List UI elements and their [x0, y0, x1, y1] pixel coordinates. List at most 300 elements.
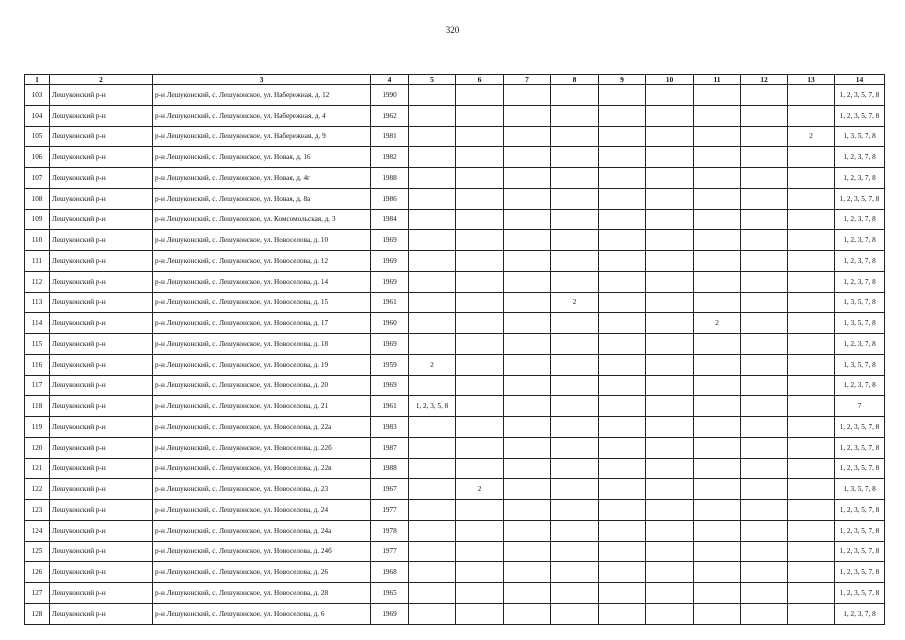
- code-cell-col-10: [646, 209, 694, 230]
- code-cell-col-10: [646, 230, 694, 251]
- code-cell-col-8: [551, 458, 599, 479]
- summary-cell: 1, 2, 3, 5, 7, 8: [835, 437, 885, 458]
- code-cell-col-9: [599, 396, 646, 417]
- code-cell-col-8: [551, 417, 599, 438]
- code-cell-col-11: [694, 479, 741, 500]
- code-cell-col-11: 2: [694, 313, 741, 334]
- address-cell: р-н Лешуконский, с. Лешуконское, ул. Набережная, д. 9: [153, 126, 371, 147]
- code-cell-col-8: [551, 375, 599, 396]
- code-cell-col-11: [694, 458, 741, 479]
- year-cell: 1960: [371, 313, 409, 334]
- summary-cell: 1, 2, 3, 5, 7, 8: [835, 520, 885, 541]
- table-row: [25, 126, 885, 147]
- code-cell-col-5: [409, 209, 456, 230]
- code-cell-col-11: [694, 417, 741, 438]
- code-cell-col-6: [456, 147, 504, 168]
- code-cell-col-5: [409, 437, 456, 458]
- table-row: [25, 417, 885, 438]
- column-header-6: 6: [456, 75, 504, 85]
- code-cell-col-7: [504, 375, 551, 396]
- code-cell-col-13: [788, 479, 835, 500]
- code-cell-col-10: [646, 500, 694, 521]
- code-cell-col-9: [599, 292, 646, 313]
- code-cell-col-9: [599, 126, 646, 147]
- district-cell: Лешуконский р-н: [50, 396, 153, 417]
- code-cell-col-6: [456, 334, 504, 355]
- address-cell: р-н Лешуконский, с. Лешуконское, ул. Новоселова, д. 18: [153, 334, 371, 355]
- code-cell-col-7: [504, 479, 551, 500]
- table-row: [25, 458, 885, 479]
- code-cell-col-6: [456, 292, 504, 313]
- summary-cell: 1, 2, 3, 5, 7, 8: [835, 583, 885, 604]
- code-cell-col-10: [646, 168, 694, 189]
- code-cell-col-12: [741, 603, 788, 624]
- code-cell-col-6: [456, 188, 504, 209]
- address-cell: р-н Лешуконский, с. Лешуконское, ул. Новоселова, д. 28: [153, 583, 371, 604]
- code-cell-col-6: [456, 271, 504, 292]
- code-cell-col-6: [456, 251, 504, 272]
- district-cell: Лешуконский р-н: [50, 354, 153, 375]
- table-row: [25, 334, 885, 355]
- summary-cell: 1, 2, 3, 7, 8: [835, 168, 885, 189]
- code-cell-col-12: [741, 85, 788, 106]
- address-cell: р-н Лешуконский, с. Лешуконское, ул. Новоселова, д. 26: [153, 562, 371, 583]
- row-number: 126: [25, 562, 50, 583]
- code-cell-col-13: [788, 417, 835, 438]
- row-number: 122: [25, 479, 50, 500]
- code-cell-col-10: [646, 188, 694, 209]
- code-cell-col-12: [741, 375, 788, 396]
- code-cell-col-7: [504, 603, 551, 624]
- code-cell-col-5: [409, 271, 456, 292]
- row-number: 108: [25, 188, 50, 209]
- summary-cell: 1, 3, 5, 7, 8: [835, 292, 885, 313]
- column-header-9: 9: [599, 75, 646, 85]
- table-row: [25, 562, 885, 583]
- row-number: 127: [25, 583, 50, 604]
- address-cell: р-н Лешуконский, с. Лешуконское, ул. Новая, д. 16: [153, 147, 371, 168]
- address-cell: р-н Лешуконский, с. Лешуконское, ул. Новоселова, д. 23: [153, 479, 371, 500]
- row-number: 106: [25, 147, 50, 168]
- code-cell-col-13: [788, 209, 835, 230]
- column-header-13: 13: [788, 75, 835, 85]
- code-cell-col-8: [551, 437, 599, 458]
- code-cell-col-6: [456, 458, 504, 479]
- summary-cell: 1, 2, 3, 7, 8: [835, 230, 885, 251]
- code-cell-col-11: [694, 188, 741, 209]
- row-number: 104: [25, 105, 50, 126]
- code-cell-col-13: [788, 168, 835, 189]
- code-cell-col-12: [741, 520, 788, 541]
- code-cell-col-12: [741, 126, 788, 147]
- code-cell-col-6: 2: [456, 479, 504, 500]
- code-cell-col-9: [599, 334, 646, 355]
- address-cell: р-н Лешуконский, с. Лешуконское, ул. Новая, д. 8а: [153, 188, 371, 209]
- year-cell: 1959: [371, 354, 409, 375]
- code-cell-col-13: [788, 334, 835, 355]
- code-cell-col-5: [409, 188, 456, 209]
- code-cell-col-5: [409, 417, 456, 438]
- code-cell-col-8: [551, 500, 599, 521]
- code-cell-col-5: [409, 334, 456, 355]
- code-cell-col-7: [504, 520, 551, 541]
- district-cell: Лешуконский р-н: [50, 251, 153, 272]
- address-cell: р-н Лешуконский, с. Лешуконское, ул. Комсомольская, д. 3: [153, 209, 371, 230]
- code-cell-col-10: [646, 562, 694, 583]
- row-number: 128: [25, 603, 50, 624]
- year-cell: 1961: [371, 396, 409, 417]
- code-cell-col-11: [694, 437, 741, 458]
- column-header-10: 10: [646, 75, 694, 85]
- row-number: 117: [25, 375, 50, 396]
- summary-cell: 1, 3, 5, 7, 8: [835, 354, 885, 375]
- code-cell-col-12: [741, 105, 788, 126]
- address-cell: р-н Лешуконский, с. Лешуконское, ул. Новоселова, д. 21: [153, 396, 371, 417]
- code-cell-col-8: [551, 188, 599, 209]
- district-cell: Лешуконский р-н: [50, 271, 153, 292]
- page-number: 320: [445, 25, 460, 35]
- code-cell-col-7: [504, 354, 551, 375]
- code-cell-col-13: [788, 292, 835, 313]
- code-cell-col-8: [551, 126, 599, 147]
- code-cell-col-8: [551, 105, 599, 126]
- column-header-8: 8: [551, 75, 599, 85]
- year-cell: 1969: [371, 230, 409, 251]
- code-cell-col-7: [504, 458, 551, 479]
- code-cell-col-12: [741, 313, 788, 334]
- code-cell-col-12: [741, 396, 788, 417]
- summary-cell: 1, 2, 3, 5, 7, 8: [835, 188, 885, 209]
- summary-cell: 1, 2, 3, 5, 7, 8: [835, 500, 885, 521]
- address-cell: р-н Лешуконский, с. Лешуконское, ул. Новоселова, д. 6: [153, 603, 371, 624]
- code-cell-col-11: [694, 562, 741, 583]
- code-cell-col-6: [456, 603, 504, 624]
- row-number: 124: [25, 520, 50, 541]
- address-cell: р-н Лешуконский, с. Лешуконское, ул. Новоселова, д. 17: [153, 313, 371, 334]
- code-cell-col-13: [788, 188, 835, 209]
- row-number: 109: [25, 209, 50, 230]
- code-cell-col-13: [788, 354, 835, 375]
- code-cell-col-9: [599, 603, 646, 624]
- code-cell-col-11: [694, 500, 741, 521]
- row-number: 118: [25, 396, 50, 417]
- row-number: 112: [25, 271, 50, 292]
- code-cell-col-10: [646, 334, 694, 355]
- code-cell-col-7: [504, 583, 551, 604]
- table-row: [25, 105, 885, 126]
- code-cell-col-8: [551, 479, 599, 500]
- code-cell-col-12: [741, 458, 788, 479]
- address-cell: р-н Лешуконский, с. Лешуконское, ул. Новоселова, д. 10: [153, 230, 371, 251]
- code-cell-col-10: [646, 292, 694, 313]
- column-header-12: 12: [741, 75, 788, 85]
- summary-cell: 1, 2, 3, 5, 7, 8: [835, 562, 885, 583]
- summary-cell: 1, 2, 3, 5, 7, 8: [835, 541, 885, 562]
- code-cell-col-6: [456, 354, 504, 375]
- code-cell-col-9: [599, 271, 646, 292]
- code-cell-col-11: [694, 105, 741, 126]
- year-cell: 1988: [371, 168, 409, 189]
- code-cell-col-12: [741, 541, 788, 562]
- code-cell-col-9: [599, 375, 646, 396]
- district-cell: Лешуконский р-н: [50, 292, 153, 313]
- table-row: [25, 230, 885, 251]
- table-row: [25, 396, 885, 417]
- code-cell-col-11: [694, 147, 741, 168]
- row-number: 105: [25, 126, 50, 147]
- row-number: 116: [25, 354, 50, 375]
- table-row: [25, 603, 885, 624]
- code-cell-col-8: [551, 396, 599, 417]
- column-header-14: 14: [835, 75, 885, 85]
- table-row: [25, 437, 885, 458]
- row-number: 107: [25, 168, 50, 189]
- code-cell-col-9: [599, 168, 646, 189]
- year-cell: 1962: [371, 105, 409, 126]
- code-cell-col-8: [551, 603, 599, 624]
- code-cell-col-7: [504, 105, 551, 126]
- code-cell-col-5: [409, 562, 456, 583]
- table-body: [25, 85, 885, 625]
- summary-cell: 1, 2, 3, 7, 8: [835, 603, 885, 624]
- table-row: [25, 541, 885, 562]
- code-cell-col-7: [504, 271, 551, 292]
- code-cell-col-9: [599, 251, 646, 272]
- code-cell-col-12: [741, 562, 788, 583]
- district-cell: Лешуконский р-н: [50, 437, 153, 458]
- row-number: 121: [25, 458, 50, 479]
- code-cell-col-13: [788, 458, 835, 479]
- code-cell-col-8: [551, 541, 599, 562]
- code-cell-col-10: [646, 541, 694, 562]
- table-row: [25, 292, 885, 313]
- summary-cell: 1, 3, 5, 7, 8: [835, 313, 885, 334]
- code-cell-col-9: [599, 188, 646, 209]
- code-cell-col-9: [599, 230, 646, 251]
- year-cell: 1983: [371, 417, 409, 438]
- code-cell-col-9: [599, 85, 646, 106]
- year-cell: 1987: [371, 437, 409, 458]
- summary-cell: 1, 2, 3, 7, 8: [835, 375, 885, 396]
- table-row: [25, 271, 885, 292]
- code-cell-col-9: [599, 500, 646, 521]
- district-cell: Лешуконский р-н: [50, 562, 153, 583]
- code-cell-col-8: [551, 271, 599, 292]
- code-cell-col-8: [551, 147, 599, 168]
- code-cell-col-10: [646, 479, 694, 500]
- year-cell: 1969: [371, 603, 409, 624]
- table-row: [25, 168, 885, 189]
- code-cell-col-7: [504, 230, 551, 251]
- code-cell-col-13: [788, 562, 835, 583]
- code-cell-col-7: [504, 188, 551, 209]
- code-cell-col-8: [551, 334, 599, 355]
- code-cell-col-11: [694, 354, 741, 375]
- code-cell-col-9: [599, 541, 646, 562]
- code-cell-col-10: [646, 85, 694, 106]
- code-cell-col-12: [741, 188, 788, 209]
- table-row: [25, 85, 885, 106]
- code-cell-col-6: [456, 105, 504, 126]
- district-cell: Лешуконский р-н: [50, 230, 153, 251]
- code-cell-col-7: [504, 313, 551, 334]
- address-cell: р-н Лешуконский, с. Лешуконское, ул. Новоселова, д. 15: [153, 292, 371, 313]
- address-cell: р-н Лешуконский, с. Лешуконское, ул. Новоселова, д. 22а: [153, 417, 371, 438]
- register-table: [24, 74, 885, 625]
- row-number: 110: [25, 230, 50, 251]
- row-number: 125: [25, 541, 50, 562]
- code-cell-col-11: [694, 334, 741, 355]
- row-number: 114: [25, 313, 50, 334]
- code-cell-col-10: [646, 417, 694, 438]
- code-cell-col-6: [456, 396, 504, 417]
- code-cell-col-13: [788, 147, 835, 168]
- column-header-4: 4: [371, 75, 409, 85]
- code-cell-col-10: [646, 271, 694, 292]
- code-cell-col-13: [788, 85, 835, 106]
- code-cell-col-12: [741, 292, 788, 313]
- code-cell-col-10: [646, 126, 694, 147]
- code-cell-col-11: [694, 541, 741, 562]
- table-row: [25, 583, 885, 604]
- code-cell-col-5: 1, 2, 3, 5, 8: [409, 396, 456, 417]
- row-number: 119: [25, 417, 50, 438]
- code-cell-col-7: [504, 417, 551, 438]
- code-cell-col-7: [504, 85, 551, 106]
- year-cell: 1961: [371, 292, 409, 313]
- code-cell-col-6: [456, 520, 504, 541]
- code-cell-col-7: [504, 437, 551, 458]
- year-cell: 1988: [371, 458, 409, 479]
- code-cell-col-5: [409, 168, 456, 189]
- code-cell-col-13: [788, 520, 835, 541]
- code-cell-col-13: [788, 603, 835, 624]
- code-cell-col-10: [646, 251, 694, 272]
- code-cell-col-8: [551, 583, 599, 604]
- code-cell-col-13: [788, 251, 835, 272]
- code-cell-col-10: [646, 603, 694, 624]
- code-cell-col-9: [599, 437, 646, 458]
- code-cell-col-6: [456, 85, 504, 106]
- code-cell-col-6: [456, 500, 504, 521]
- code-cell-col-9: [599, 147, 646, 168]
- address-cell: р-н Лешуконский, с. Лешуконское, ул. Новоселова, д. 14: [153, 271, 371, 292]
- year-cell: 1969: [371, 334, 409, 355]
- district-cell: Лешуконский р-н: [50, 105, 153, 126]
- code-cell-col-12: [741, 147, 788, 168]
- district-cell: Лешуконский р-н: [50, 126, 153, 147]
- column-header-11: 11: [694, 75, 741, 85]
- summary-cell: 1, 2, 3, 5, 7, 8: [835, 417, 885, 438]
- table-row: [25, 520, 885, 541]
- code-cell-col-13: [788, 375, 835, 396]
- row-number: 115: [25, 334, 50, 355]
- code-cell-col-11: [694, 520, 741, 541]
- code-cell-col-9: [599, 458, 646, 479]
- code-cell-col-11: [694, 603, 741, 624]
- row-number: 113: [25, 292, 50, 313]
- code-cell-col-11: [694, 375, 741, 396]
- year-cell: 1977: [371, 541, 409, 562]
- row-number: 111: [25, 251, 50, 272]
- table-row: [25, 354, 885, 375]
- code-cell-col-5: [409, 583, 456, 604]
- summary-cell: 1, 2, 3, 7, 8: [835, 271, 885, 292]
- code-cell-col-8: [551, 168, 599, 189]
- code-cell-col-6: [456, 541, 504, 562]
- code-cell-col-8: [551, 562, 599, 583]
- year-cell: 1965: [371, 583, 409, 604]
- address-cell: р-н Лешуконский, с. Лешуконское, ул. Новоселова, д. 24а: [153, 520, 371, 541]
- summary-cell: 1, 2, 3, 5, 7, 8: [835, 458, 885, 479]
- table-row: [25, 375, 885, 396]
- code-cell-col-10: [646, 105, 694, 126]
- code-cell-col-10: [646, 520, 694, 541]
- district-cell: Лешуконский р-н: [50, 209, 153, 230]
- code-cell-col-13: [788, 583, 835, 604]
- code-cell-col-10: [646, 313, 694, 334]
- address-cell: р-н Лешуконский, с. Лешуконское, ул. Новоселова, д. 24: [153, 500, 371, 521]
- code-cell-col-8: [551, 209, 599, 230]
- code-cell-col-9: [599, 105, 646, 126]
- district-cell: Лешуконский р-н: [50, 603, 153, 624]
- code-cell-col-9: [599, 209, 646, 230]
- code-cell-col-7: [504, 126, 551, 147]
- code-cell-col-7: [504, 334, 551, 355]
- district-cell: Лешуконский р-н: [50, 541, 153, 562]
- summary-cell: 1, 2, 3, 7, 8: [835, 209, 885, 230]
- year-cell: 1969: [371, 271, 409, 292]
- code-cell-col-12: [741, 168, 788, 189]
- district-cell: Лешуконский р-н: [50, 520, 153, 541]
- district-cell: Лешуконский р-н: [50, 168, 153, 189]
- year-cell: 1969: [371, 375, 409, 396]
- district-cell: Лешуконский р-н: [50, 147, 153, 168]
- code-cell-col-13: [788, 437, 835, 458]
- code-cell-col-7: [504, 500, 551, 521]
- code-cell-col-8: [551, 313, 599, 334]
- code-cell-col-8: [551, 251, 599, 272]
- code-cell-col-8: [551, 85, 599, 106]
- code-cell-col-12: [741, 271, 788, 292]
- column-header-3: 3: [153, 75, 371, 85]
- code-cell-col-9: [599, 520, 646, 541]
- code-cell-col-6: [456, 417, 504, 438]
- code-cell-col-5: [409, 292, 456, 313]
- code-cell-col-12: [741, 251, 788, 272]
- summary-cell: 1, 3, 5, 7, 8: [835, 126, 885, 147]
- row-number: 123: [25, 500, 50, 521]
- table-header-row: [25, 75, 885, 85]
- code-cell-col-12: [741, 354, 788, 375]
- year-cell: 1982: [371, 147, 409, 168]
- summary-cell: 1, 2, 3, 7, 8: [835, 147, 885, 168]
- code-cell-col-11: [694, 126, 741, 147]
- table-row: [25, 209, 885, 230]
- address-cell: р-н Лешуконский, с. Лешуконское, ул. Набережная, д. 12: [153, 85, 371, 106]
- column-header-2: 2: [50, 75, 153, 85]
- column-header-1: 1: [25, 75, 50, 85]
- district-cell: Лешуконский р-н: [50, 479, 153, 500]
- year-cell: 1981: [371, 126, 409, 147]
- code-cell-col-13: [788, 313, 835, 334]
- summary-cell: 1, 2, 3, 5, 7, 8: [835, 85, 885, 106]
- code-cell-col-9: [599, 479, 646, 500]
- code-cell-col-13: [788, 230, 835, 251]
- table-row: [25, 147, 885, 168]
- code-cell-col-12: [741, 209, 788, 230]
- code-cell-col-5: [409, 126, 456, 147]
